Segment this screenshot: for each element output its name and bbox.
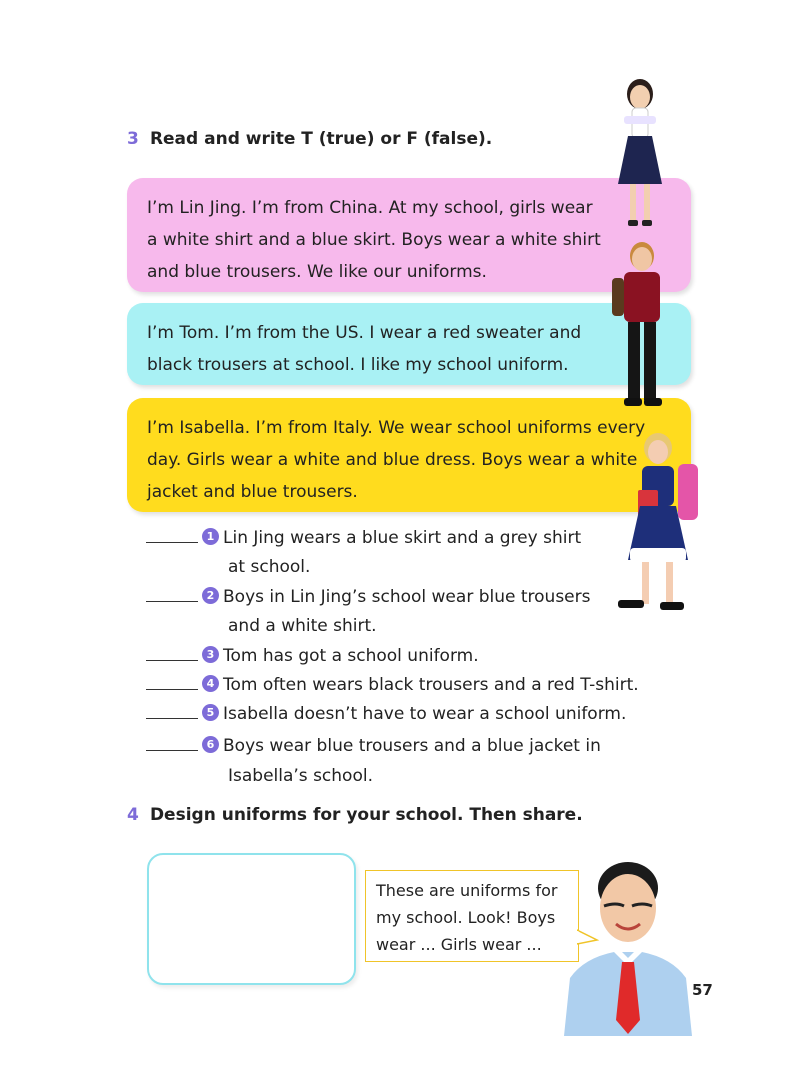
passage-line: I’m Tom. I’m from the US. I wear a red sweater and	[147, 323, 582, 343]
answer-blank-6[interactable]	[146, 732, 198, 751]
question-text: Boys wear blue trousers and a blue jacket in	[223, 736, 601, 756]
question-text: Lin Jing wears a blue skirt and a grey shirt	[223, 528, 582, 548]
question-4	[146, 671, 639, 700]
question-text-continued: Isabella’s school.	[228, 766, 373, 786]
passage-tom	[127, 303, 691, 385]
passage-line: I’m Lin Jing. I’m from China. At my school, girls wear	[147, 198, 593, 218]
section-3-heading	[127, 129, 492, 149]
question-text-continued: at school.	[228, 557, 311, 577]
section-3-title: Read and write T (true) or F (false).	[149, 129, 493, 149]
answer-blank-1[interactable]	[146, 524, 198, 543]
page-number: 57	[692, 981, 713, 999]
question-number-badge: 4	[202, 675, 219, 692]
question-1	[146, 524, 581, 553]
section-4-number: 4	[127, 805, 139, 825]
section-3-number: 3	[127, 129, 139, 149]
tom-figure	[610, 238, 672, 414]
section-4-title: Design uniforms for your school. Then share.	[149, 805, 583, 825]
question-6	[146, 732, 601, 761]
design-drawing-area[interactable]	[147, 853, 356, 985]
question-text: Tom often wears black trousers and a red T-shirt.	[223, 675, 639, 695]
question-3	[146, 642, 479, 671]
passage-line: jacket and blue trousers.	[147, 482, 358, 502]
answer-blank-5[interactable]	[146, 700, 198, 719]
passage-line: a white shirt and a blue skirt. Boys wear a white shirt	[147, 230, 601, 250]
passage-isabella	[127, 398, 691, 512]
question-2	[146, 583, 590, 612]
speech-line: wear ... Girls wear ...	[376, 935, 542, 954]
passage-line: and blue trousers. We like our uniforms.	[147, 262, 487, 282]
passage-line: day. Girls wear a white and blue dress. Boys wear a white	[147, 450, 638, 470]
isabella-figure	[612, 430, 704, 620]
question-5	[146, 700, 626, 729]
question-text-continued: and a white shirt.	[228, 616, 377, 636]
speech-line: my school. Look! Boys	[376, 908, 556, 927]
question-text: Isabella doesn’t have to wear a school uniform.	[223, 704, 627, 724]
question-number-badge: 3	[202, 646, 219, 663]
boy-photo	[564, 862, 692, 1036]
question-text: Tom has got a school uniform.	[223, 646, 479, 666]
answer-blank-3[interactable]	[146, 642, 198, 661]
passage-line: I’m Isabella. I’m from Italy. We wear school uniforms every	[147, 418, 646, 438]
passage-line: black trousers at school. I like my school uniform.	[147, 355, 569, 375]
speech-line: These are uniforms for	[376, 881, 558, 900]
answer-blank-2[interactable]	[146, 583, 198, 602]
passage-lin-jing	[127, 178, 691, 292]
question-text: Boys in Lin Jing’s school wear blue trousers	[223, 587, 591, 607]
question-number-badge: 5	[202, 704, 219, 721]
section-4-heading	[127, 805, 583, 825]
question-number-badge: 6	[202, 736, 219, 753]
lin-jing-figure	[610, 76, 670, 236]
speech-bubble	[365, 870, 579, 962]
question-number-badge: 1	[202, 528, 219, 545]
question-number-badge: 2	[202, 587, 219, 604]
answer-blank-4[interactable]	[146, 671, 198, 690]
